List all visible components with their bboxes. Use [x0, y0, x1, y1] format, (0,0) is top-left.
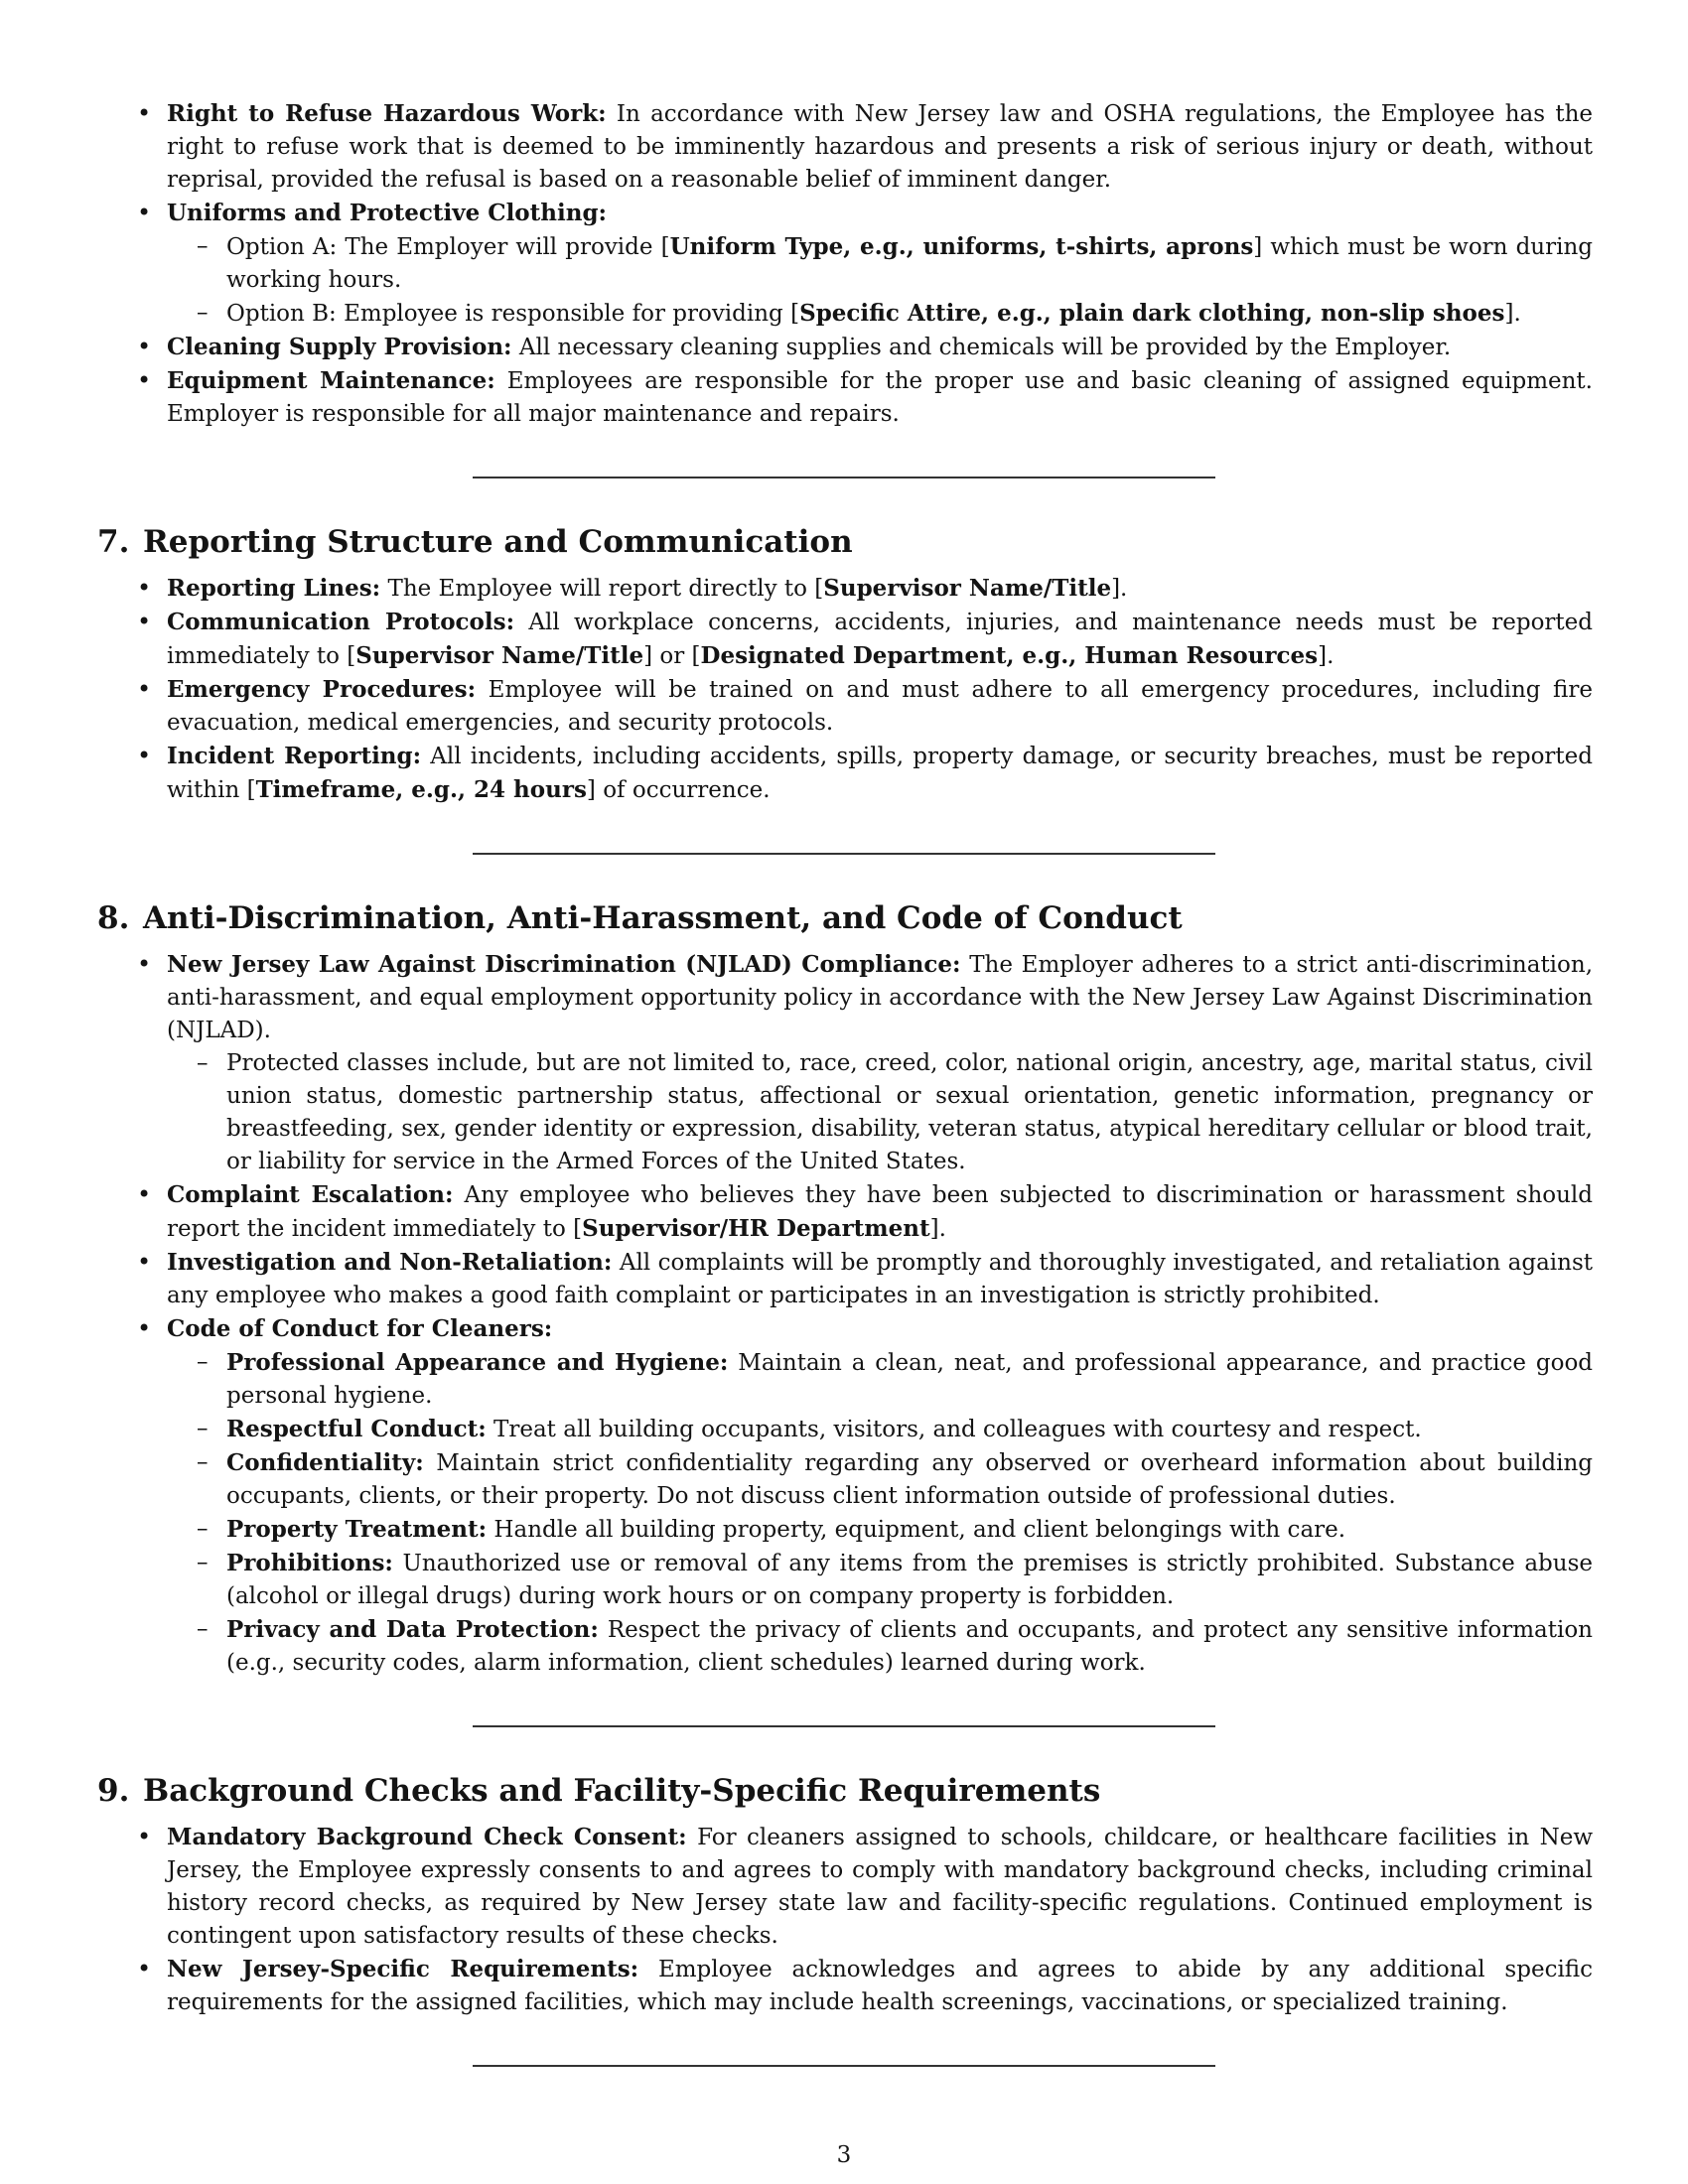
section-number: 9. — [97, 1773, 130, 1809]
uniform-options-list — [167, 230, 1593, 331]
conduct-item-respectful — [167, 1413, 1593, 1446]
text-fragment: Option A: The Employer will provide [ — [226, 234, 670, 260]
placeholder-department: Designated Department, e.g., Human Resources — [700, 642, 1319, 669]
placeholder-specific-attire: Specific Attire, e.g., plain dark clothing, non-slip shoes — [799, 300, 1505, 327]
text-fragment: All incidents, including accidents, spills, property damage, or security breaches, must be reported within [ — [167, 744, 1594, 803]
text-fragment: ] which must be worn during working hours. — [226, 234, 1593, 293]
section-divider — [473, 2065, 1215, 2067]
item-label: Reporting Lines: — [167, 575, 381, 602]
section-divider — [473, 1725, 1215, 1727]
item-text: In accordance with New Jersey law and OSHA regulations, the Employee has the right to refuse work that is deemed to be imminently hazardous and presents a risk of serious injury or death, without reprisal, provided the refusal is based on a reasonable belief of imminent danger. — [167, 101, 1593, 193]
item-label: Privacy and Data Protection: — [226, 1616, 599, 1643]
section-divider — [473, 477, 1215, 478]
section-divider — [473, 853, 1215, 855]
placeholder-hr-department: Supervisor/HR Department — [582, 1215, 930, 1242]
item-label: Mandatory Background Check Consent: — [167, 1824, 687, 1850]
item-label: Professional Appearance and Hygiene: — [226, 1349, 729, 1376]
item-text: The Employer adheres to a strict anti-discrimination, anti-harassment, and equal employment opportunity policy in accordance with the New Jersey Law Against Discrimination (NJLAD). — [167, 952, 1594, 1043]
item-text: Handle all building property, equipment, and client belongings with care. — [493, 1517, 1346, 1543]
text-fragment: ]. — [1504, 301, 1521, 327]
list-item-equipment-maintenance — [97, 364, 1593, 431]
item-label: Property Treatment: — [226, 1516, 488, 1543]
section-title: Anti-Discrimination, Anti-Harassment, and Code of Conduct — [143, 900, 1183, 936]
placeholder-supervisor: Supervisor Name/Title — [355, 642, 644, 669]
list-item-option-a — [167, 230, 1593, 297]
list-item-investigation — [97, 1246, 1593, 1312]
list-item-refuse-hazardous-work — [97, 97, 1593, 197]
list-item-uniforms — [97, 197, 1593, 331]
section-heading-8 — [97, 898, 1593, 938]
text-fragment: ]. — [1111, 576, 1128, 602]
item-label: Uniforms and Protective Clothing: — [167, 200, 608, 226]
item-label: Communication Protocols: — [167, 609, 515, 635]
item-label: Equipment Maintenance: — [167, 367, 495, 394]
item-text: Employees are responsible for the proper use and basic cleaning of assigned equipment. Employer is responsible for all major maintenance and repairs. — [167, 368, 1593, 427]
list-item-communication-protocols — [97, 606, 1593, 673]
item-label: Cleaning Supply Provision: — [167, 334, 512, 360]
conduct-item-privacy — [167, 1613, 1593, 1680]
item-text: Maintain a clean, neat, and professional appearance, and practice good personal hygiene. — [226, 1350, 1594, 1409]
item-text: Unauthorized use or removal of any items from the premises is strictly prohibited. Substance abuse (alcohol or illegal drugs) during work hours or on company property is forbidden. — [226, 1551, 1594, 1609]
section-title: Reporting Structure and Communication — [143, 524, 853, 560]
list-item-incident-reporting — [97, 740, 1593, 807]
text-fragment: The Employee will report directly to [ — [387, 576, 824, 602]
conduct-item-prohibitions — [167, 1547, 1593, 1613]
item-label: New Jersey Law Against Discrimination (NJLAD) Compliance: — [167, 951, 961, 978]
placeholder-supervisor: Supervisor Name/Title — [823, 575, 1112, 602]
text-fragment: ] or [ — [643, 643, 701, 669]
text-fragment: Option B: Employee is responsible for providing [ — [226, 301, 800, 327]
item-text: Respect the privacy of clients and occupants, and protect any sensitive information (e.g., security codes, alarm information, client schedules) learned during work. — [226, 1617, 1593, 1676]
section9-list — [97, 1821, 1593, 2019]
section8-list — [97, 948, 1593, 1680]
item-text: For cleaners assigned to schools, childcare, or healthcare facilities in New Jersey, the Employee expressly consents to and agrees to comply with mandatory background checks, including criminal history record checks, as required by New Jersey state law and facility-specific regulations. Continued employment is contingent upon satisfactory results of these checks. — [167, 1825, 1594, 1949]
protected-classes-list — [167, 1047, 1593, 1178]
item-label: Prohibitions: — [226, 1550, 393, 1576]
list-item-reporting-lines — [97, 572, 1593, 606]
item-label: Incident Reporting: — [167, 743, 422, 769]
section-heading-7 — [97, 522, 1593, 562]
text-fragment: ]. — [1318, 643, 1335, 669]
item-label: New Jersey-Specific Requirements: — [167, 1956, 639, 1982]
placeholder-timeframe: Timeframe, e.g., 24 hours — [255, 776, 587, 803]
section-number: 8. — [97, 900, 130, 936]
item-text: All necessary cleaning supplies and chemicals will be provided by the Employer. — [518, 335, 1452, 360]
list-item-protected-classes: – Protected classes include, but are not limited to, race, creed, color, national origin, ancestry, age, marital status, civil union status, domestic partnership status, affectional or sexual orientation, genetic information, pregnancy or breastfeeding, sex, gender identity or expression, disability, veteran status, atypical hereditary cellular or blood trait, or liability for service in the Armed Forces of the United States. — [167, 1047, 1593, 1178]
text-fragment: ]. — [929, 1216, 946, 1242]
section-number: 7. — [97, 524, 130, 560]
section7-list — [97, 572, 1593, 807]
conduct-list — [167, 1346, 1593, 1680]
text-fragment: Any employee who believes they have been subjected to discrimination or harassment should report the incident immediately to [ — [167, 1182, 1593, 1242]
item-label: Respectful Conduct: — [226, 1416, 487, 1442]
page-number: 3 — [836, 2142, 852, 2168]
placeholder-uniform-type: Uniform Type, e.g., uniforms, t-shirts, aprons — [669, 233, 1254, 260]
conduct-item-property — [167, 1513, 1593, 1547]
item-text: All complaints will be promptly and thoroughly investigated, and retaliation against any employee who makes a good faith complaint or participates in an investigation is strictly prohibited. — [167, 1250, 1593, 1308]
item-label: Right to Refuse Hazardous Work: — [167, 100, 607, 127]
item-label: Investigation and Non-Retaliation: — [167, 1249, 613, 1276]
page-content — [97, 97, 1593, 2067]
item-label: Emergency Procedures: — [167, 676, 477, 703]
text-fragment: All workplace concerns, accidents, injuries, and maintenance needs must be reported immediately to [ — [167, 610, 1593, 669]
list-item-code-of-conduct — [97, 1312, 1593, 1680]
list-item-nj-requirements — [97, 1953, 1593, 2019]
list-item-cleaning-supply — [97, 331, 1593, 364]
section-title: Background Checks and Facility-Specific Requirements — [143, 1773, 1101, 1809]
item-label: Confidentiality: — [226, 1449, 424, 1476]
item-text: Maintain strict confidentiality regarding any observed or overheard information about building occupants, clients, or their property. Do not discuss client information outside of professional duties. — [226, 1450, 1594, 1509]
item-text: Employee acknowledges and agrees to abide by any additional specific requirements for the assigned facilities, which may include health screenings, vaccinations, or specialized training. — [167, 1957, 1594, 2015]
conduct-item-appearance — [167, 1346, 1593, 1413]
list-item-option-b — [167, 297, 1593, 331]
item-label: Code of Conduct for Cleaners: — [167, 1315, 553, 1342]
section6-list — [97, 97, 1593, 431]
list-item-emergency-procedures — [97, 673, 1593, 740]
section-heading-9 — [97, 1771, 1593, 1811]
list-item-njlad-compliance — [97, 948, 1593, 1178]
text-fragment: ] of occurrence. — [586, 777, 771, 803]
conduct-item-confidentiality — [167, 1446, 1593, 1513]
list-item-background-check — [97, 1821, 1593, 1953]
list-item-complaint-escalation — [97, 1178, 1593, 1246]
item-label: Complaint Escalation: — [167, 1181, 454, 1208]
item-text: Treat all building occupants, visitors, and colleagues with courtesy and respect. — [493, 1417, 1422, 1442]
item-text: Employee will be trained on and must adhere to all emergency procedures, including fire evacuation, medical emergencies, and security protocols. — [167, 677, 1594, 736]
